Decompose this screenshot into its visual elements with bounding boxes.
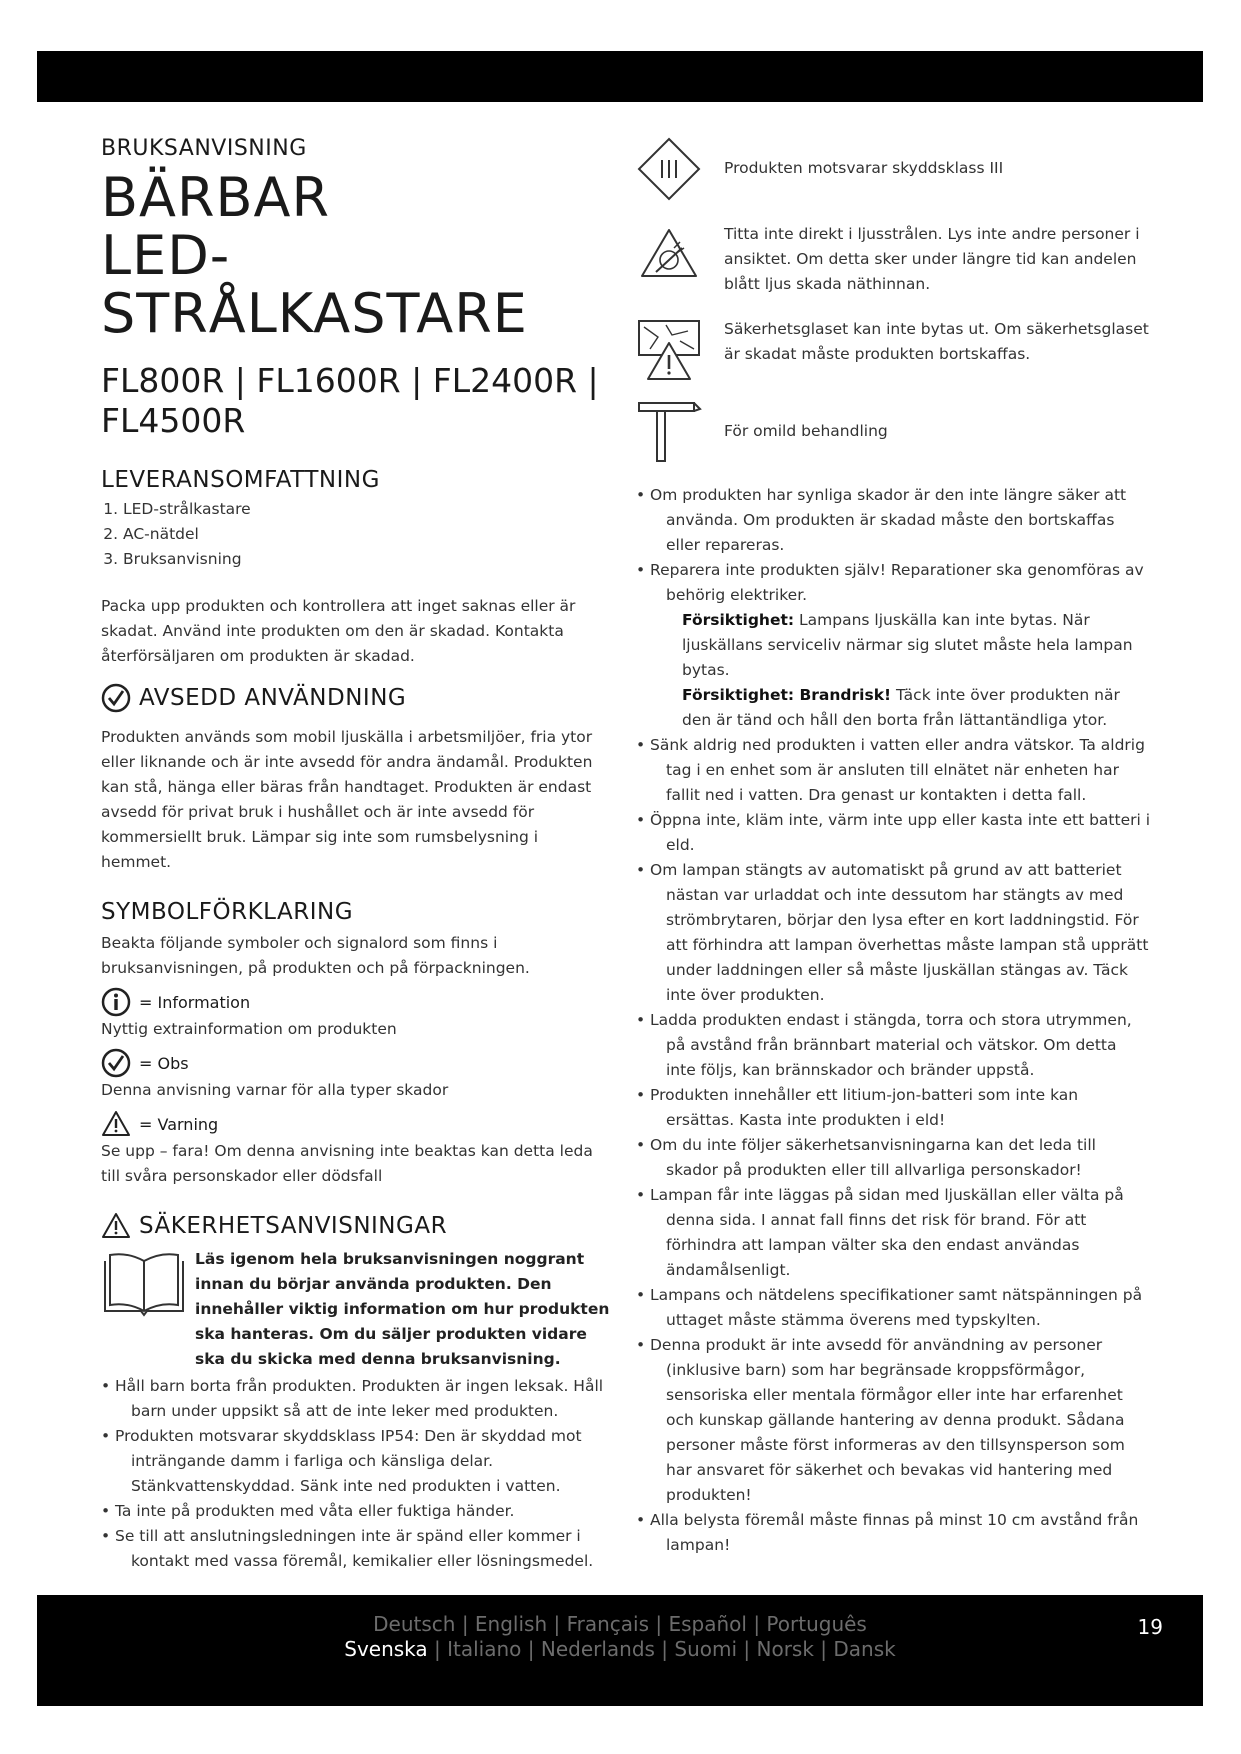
read-manual-text: Läs igenom hela bruksanvisningen noggrant innan du börjar använda produkten. Den innehåller viktig information om hur produkten ska hanteras. Om du säljer produkten vidare ska du skicka med denna bruksanvisning. [195,1250,610,1368]
list-item: • Se till att anslutningsledningen inte är spänd eller kommer i kontakt med vassa föremål, kemikalier eller lösningsmedel. [101,1524,611,1574]
list-item: • Om du inte följer säkerhetsanvisningarna kan det leda till skador på produkten eller till allvarliga personskador! [636,1133,1151,1183]
list-item-text: Reparera inte produkten själv! Reparationer ska genomföras av behörig elektriker. [650,561,1144,604]
lang-link-english[interactable]: English [474,1612,548,1636]
info-symbol-row [101,987,611,1017]
symbol-row-hammer [636,399,1151,465]
lang-link-svenska[interactable]: Svenska [344,1637,428,1661]
symbol-intro: Beakta följande symboler och signalord som finns i bruksanvisningen, på produkten och på förpackningen. [101,934,530,977]
info-desc: Nyttig extrainformation om produkten [101,1020,397,1038]
list-item: • Lampans och nätdelens specifikationer samt nätspänningen på uttaget måste stämma överens med typskylten. [636,1283,1151,1333]
list-item: 3. Bruksanvisning [123,547,611,572]
warning-icon [101,1211,131,1241]
right-column [636,136,1151,1558]
language-switcher [37,1612,1203,1662]
list-item [636,558,1151,733]
sakerhet-heading-row [101,1211,611,1241]
list-item: • Håll barn borta från produkten. Produkten är ingen leksak. Håll barn under uppsikt så att de inte leker med produkten. [101,1374,611,1424]
list-item: 1. LED-strålkastare [123,497,611,522]
lang-link-portugues[interactable]: Português [766,1612,867,1636]
fire-caution-label: Försiktighet: Brandrisk! [682,686,892,704]
list-item: • Produkten motsvarar skyddsklass IP54: Den är skyddad mot inträngande damm i farliga och känsliga delar. Stänkvattenskyddad. Sänk inte ned produkten i vatten. [101,1424,611,1499]
list-item: • Om produkten har synliga skador är den inte längre säker att använda. Om produkten är skadad måste den bortskaffas eller repareras. [636,483,1151,558]
left-column [101,136,611,1574]
no-stare-light-icon [636,220,702,286]
leverans-list [101,497,611,572]
safety-bullets-right [636,483,1151,1558]
symbol-row-protection-class [636,136,1151,202]
footer-bar [37,1595,1203,1706]
avsedd-heading-row [101,683,611,713]
hammer-icon [636,399,702,465]
language-line-1: Deutsch | English | Français | Español | Português [373,1612,867,1636]
top-bar [37,51,1203,102]
leverans-heading: LEVERANSOMFATTNING [101,467,380,493]
model-numbers: FL800R | FL1600R | FL2400R | FL4500R [101,361,599,440]
avsedd-text: Produkten används som mobil ljuskälla i arbetsmiljöer, fria ytor eller liknande och är inte avsedd för andra ändamål. Produkten kan stå, hänga eller bäras från handtaget. Produkten är endast avsedd för privat bruk i hushållet och är inte avsedd för kommersiellt bruk. Lämpar sig inte som rumsbelysning i hemmet. [101,728,593,871]
obs-desc: Denna anvisning varnar för alla typer skador [101,1081,449,1099]
language-line-2: Svenska | Italiano | Nederlands | Suomi | Norsk | Dansk [344,1637,896,1661]
warning-icon [101,1109,131,1139]
leverans-text: Packa upp produkten och kontrollera att inget saknas eller är skadat. Använd inte produkten om den är skadad. Kontakta återförsäljaren om produkten är skadad. [101,597,576,665]
lang-link-norsk[interactable]: Norsk [756,1637,814,1661]
leverans-section [101,467,611,669]
check-circle-icon [101,1048,131,1078]
safety-bullets-left [101,1374,611,1574]
caution-note [666,608,1151,683]
lang-link-deutsch[interactable]: Deutsch [373,1612,456,1636]
caution-text: Lampans ljuskälla kan inte bytas. När ljuskällans serviceliv närmar sig slutet måste hela lampan bytas. [682,611,1133,679]
page-title [101,166,611,345]
list-item: • Öppna inte, kläm inte, värm inte upp eller kasta inte ett batteri i eld. [636,808,1151,858]
lang-link-nederlands[interactable]: Nederlands [540,1637,655,1661]
symbol-text: För omild behandling [724,422,888,440]
info-icon [101,987,131,1017]
lang-link-italiano[interactable]: Italiano [447,1637,522,1661]
list-item: • Ta inte på produkten med våta eller fuktiga händer. [101,1499,611,1524]
fire-caution-note [666,683,1151,733]
list-item: • Ladda produkten endast i stängda, torra och stora utrymmen, på avstånd från brännbart material och vätskor. Om detta inte följs, kan brännskador och bränder uppstå. [636,1008,1151,1083]
warn-label: = Varning [139,1114,219,1134]
list-item: 2. AC-nätdel [123,522,611,547]
list-item: • Denna produkt är inte avsedd för användning av personer (inklusive barn) som har begränsade kroppsförmågor, sensoriska eller mentala förmågor eller inte har erfarenhet och kunskap gällande hantering av denna produkt. Sådana personer måste först informeras av den tillsynsperson som har ansvaret för säkerhet och bevakas vid hantering med produkten! [636,1333,1151,1508]
fire-caution-text: Täck inte över produkten när den är tänd och håll den borta från lättantändliga ytor. [682,686,1120,729]
broken-glass-warning-icon [636,315,702,381]
lang-link-espanol[interactable]: Español [668,1612,747,1636]
symbol-text: Titta inte direkt i ljusstrålen. Lys inte andre personer i ansiktet. Om detta sker under längre tid kan andelen blått ljus skada näthinnan. [724,225,1140,293]
avsedd-heading: AVSEDD ANVÄNDNING [139,685,407,711]
lang-link-suomi[interactable]: Suomi [674,1637,738,1661]
lang-link-dansk[interactable]: Dansk [833,1637,896,1661]
warn-desc: Se upp – fara! Om denna anvisning inte beaktas kan detta leda till svåra personskador eller dödsfall [101,1142,593,1185]
list-item: • Om lampan stängts av automatiskt på grund av att batteriet nästan var urladdat och inte dessutom har stängts av med strömbrytaren, börjar den lysa efter en kort laddningstid. För att förhindra att lampan överhettas måste lampan stå upprätt under laddningen eller så måste ljuskällan stängas av. Täck inte över produkten. [636,858,1151,1008]
info-label: = Information [139,992,251,1012]
obs-symbol-row [101,1048,611,1078]
symbol-text: Produkten motsvarar skyddsklass III [724,159,1004,177]
protection-class-iii-icon [636,136,702,202]
list-item: • Lampan får inte läggas på sidan med ljuskällan eller välta på denna sida. I annat fall finns det risk för brand. För att förhindra att lampan välter ska den endast användas ändamålsenligt. [636,1183,1151,1283]
symbol-row-no-stare [636,220,1151,297]
title-line-1: BÄRBAR [101,166,331,229]
check-circle-icon [101,683,131,713]
symbol-text: Säkerhetsglaset kan inte bytas ut. Om säkerhetsglaset är skadat måste produkten bortskaffas. [724,320,1149,363]
doc-kicker: BRUKSANVISNING [101,136,307,161]
symbol-section [101,899,611,1189]
list-item: • Alla belysta föremål måste finnas på minst 10 cm avstånd från lampan! [636,1508,1151,1558]
title-line-2: LED-STRÅLKASTARE [101,224,528,345]
page-number: 19 [1137,1615,1163,1639]
caution-label: Försiktighet: [682,611,795,629]
sakerhet-heading: SÄKERHETSANVISNINGAR [139,1213,448,1239]
warn-symbol-row [101,1109,611,1139]
list-item: • Sänk aldrig ned produkten i vatten eller andra vätskor. Ta aldrig tag i en enhet som är ansluten till elnätet när enheten har fallit ned i vatten. Dra genast ur kontakten i detta fall. [636,733,1151,808]
list-item: • Produkten innehåller ett litium-jon-batteri som inte kan ersättas. Kasta inte produkten i eld! [636,1083,1151,1133]
read-manual-block [101,1247,611,1372]
symbol-row-broken-glass [636,315,1151,381]
obs-label: = Obs [139,1053,189,1073]
lang-link-francais[interactable]: Français [566,1612,650,1636]
open-book-icon [101,1249,187,1319]
symbol-heading: SYMBOLFÖRKLARING [101,899,354,925]
